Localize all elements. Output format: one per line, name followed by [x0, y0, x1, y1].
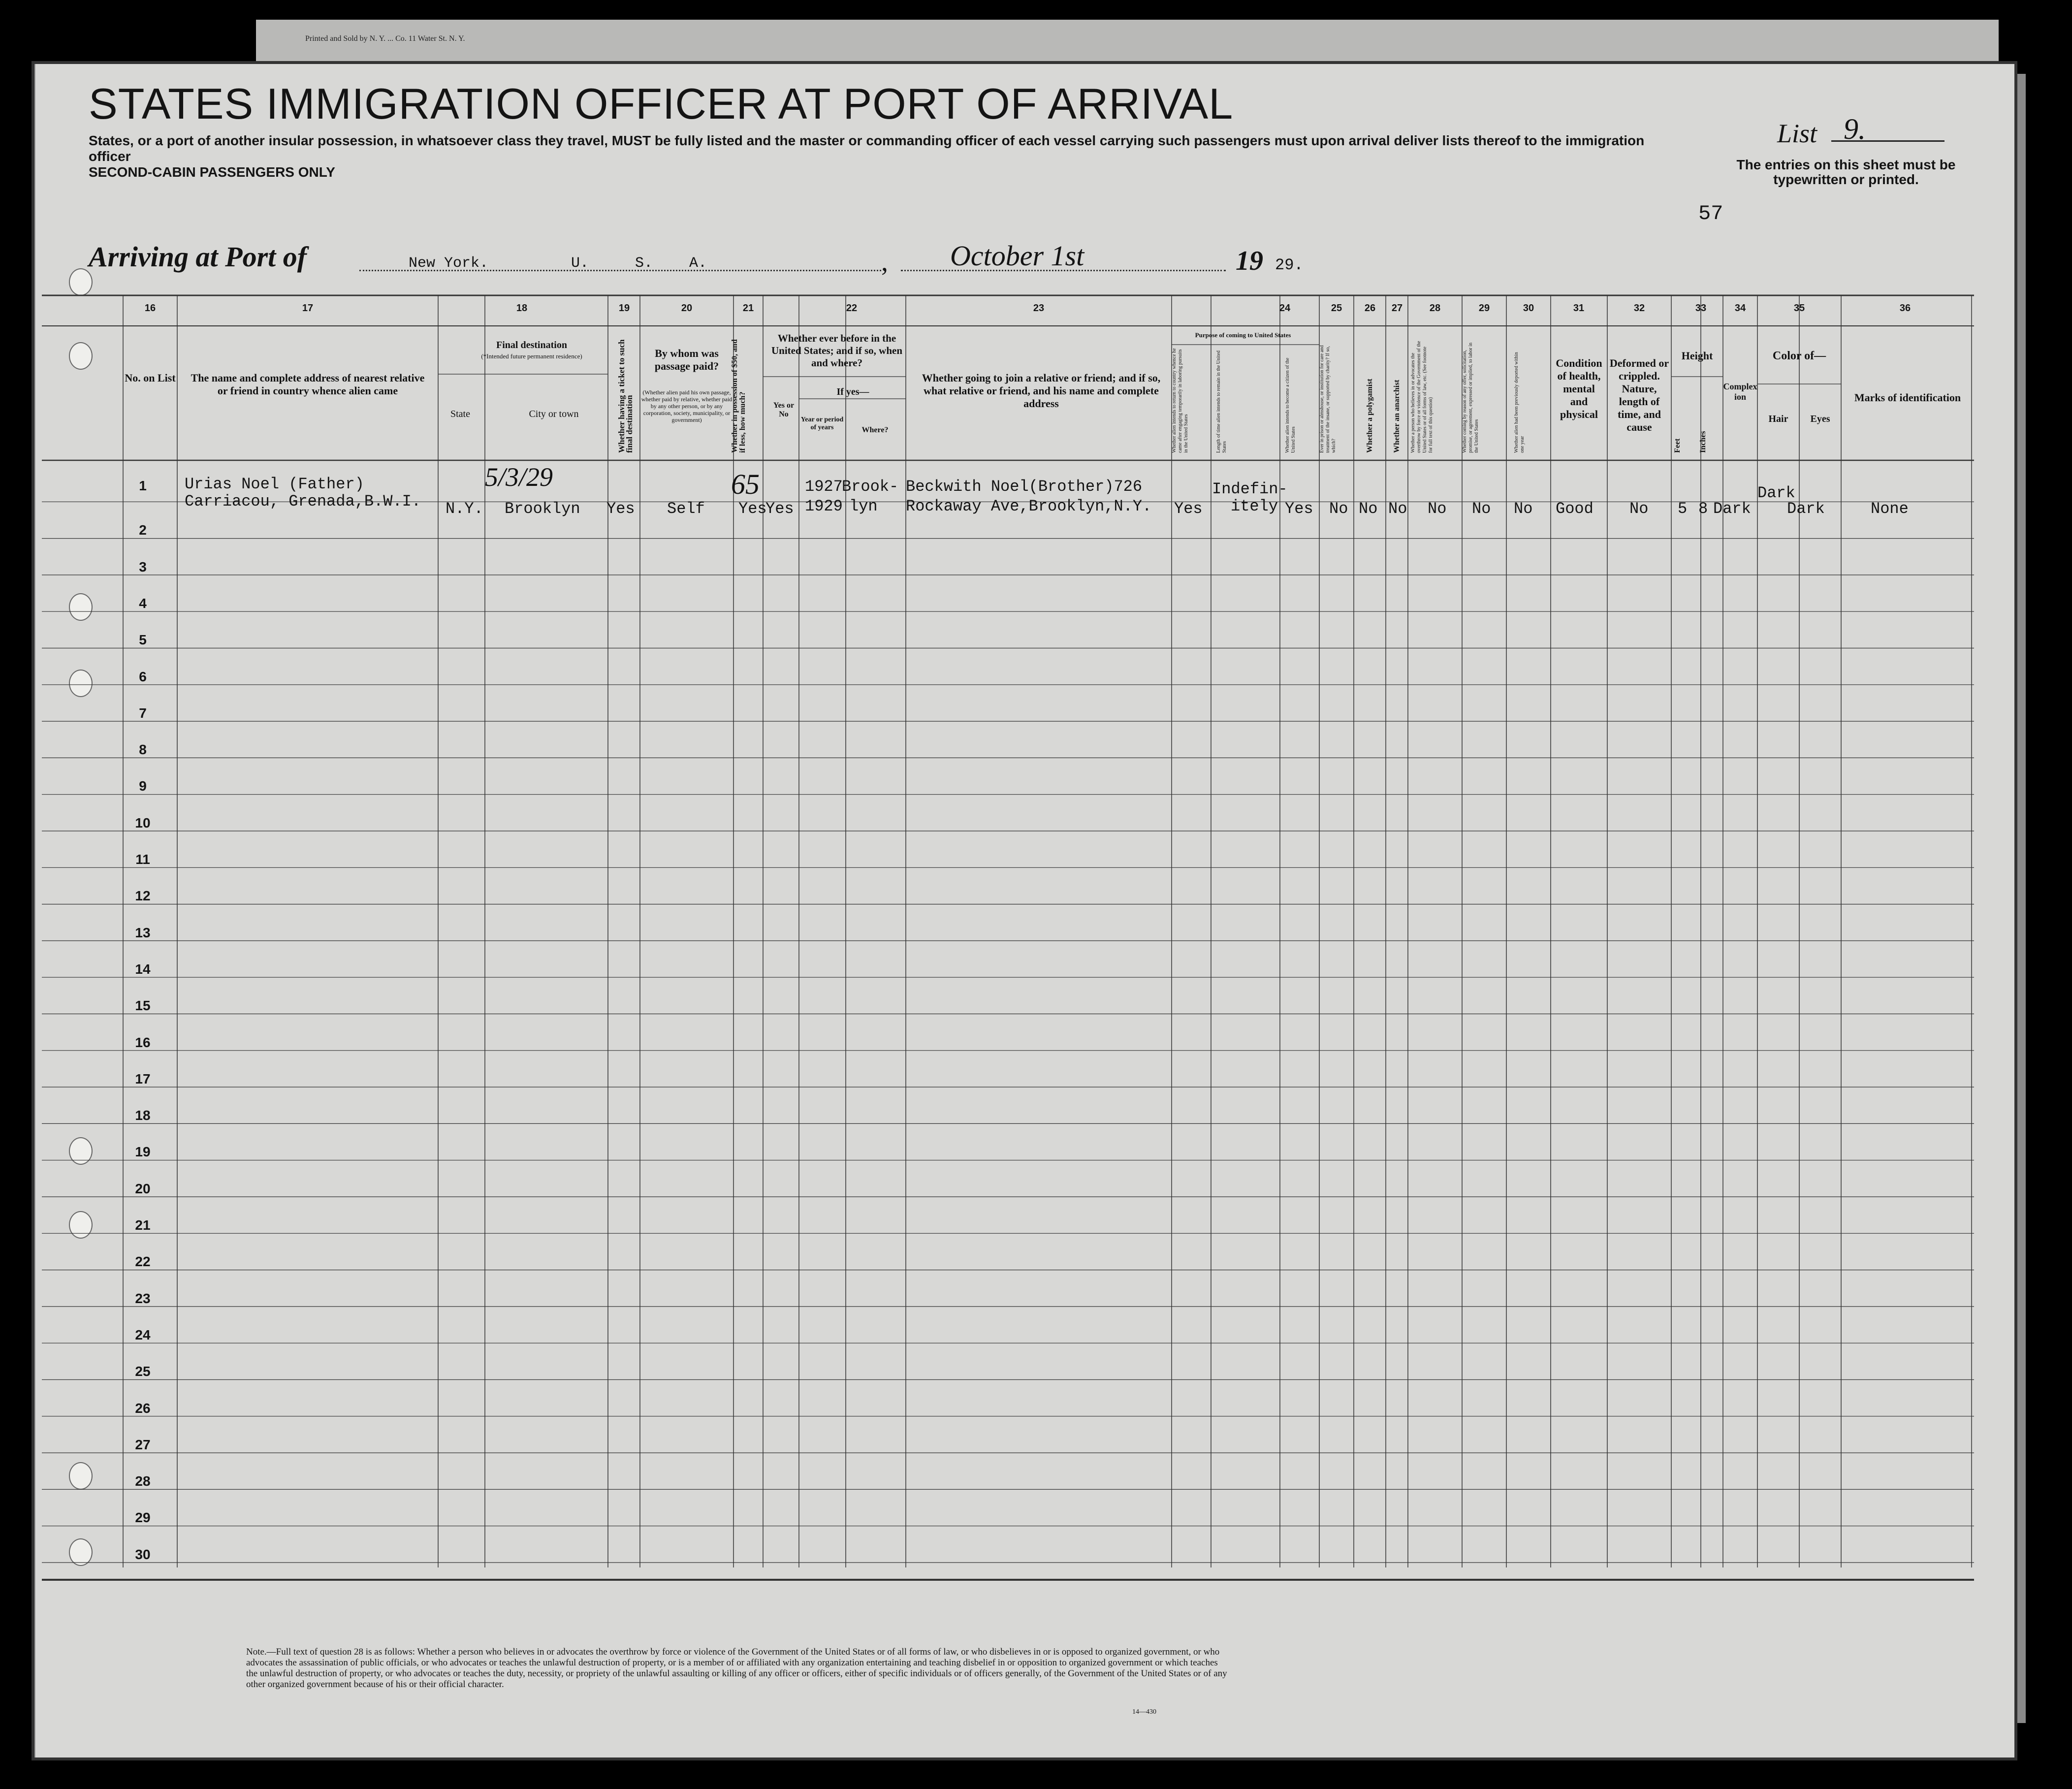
row-number: 29 [135, 1510, 151, 1526]
hdr-where: Where? [861, 426, 889, 434]
row-number: 25 [135, 1364, 151, 1379]
hdr-health: Condition of health, mental and physical [1556, 357, 1602, 420]
column-number: 26 [1364, 303, 1376, 314]
column-number: 20 [681, 303, 693, 314]
row-number: 16 [135, 1034, 151, 1050]
column-number: 33 [1695, 303, 1707, 314]
hdr-purpose: Purpose of coming to United States [1195, 331, 1291, 339]
column-number: 17 [302, 303, 314, 314]
entry-deported: No [1514, 500, 1533, 518]
row-number: 20 [135, 1181, 151, 1196]
page-number: 57 [1698, 202, 1723, 225]
column-number: 23 [1033, 303, 1045, 314]
row-number: 24 [135, 1327, 151, 1342]
hdr-before-us: Whether ever before in the United States; and if so, when and where? [771, 332, 903, 369]
hdr-year-period: Year or period of years [800, 416, 844, 431]
row-number: 3 [139, 559, 147, 575]
column-number: 18 [516, 303, 528, 314]
hdr-purpose-length: Length of time alien intends to remain in the United States [1216, 350, 1227, 453]
entry-purpose-citizen: Yes [1285, 500, 1313, 518]
entry-state: N.Y. [446, 500, 483, 518]
row-number: 9 [139, 778, 147, 794]
hdr-if-yes: If yes— [836, 386, 869, 397]
hdr-height: Height [1681, 350, 1713, 362]
form-number: 14—430 [1132, 1708, 1156, 1716]
hdr-yes-no: Yes or No [773, 401, 795, 418]
column-number: 19 [618, 303, 630, 314]
hdr-purpose-citizen: Whether alien intends to become a citizen of the United States [1285, 357, 1296, 453]
entry-prison: No [1329, 500, 1348, 518]
entry-passage: Self [667, 500, 705, 518]
entry-ticket: Yes [606, 500, 635, 518]
entry-join-line2: Rockaway Ave,Brooklyn,N.Y. [906, 497, 1152, 515]
row-number: 13 [135, 925, 151, 940]
row-number: 7 [139, 705, 147, 721]
entry-health: Good [1556, 500, 1594, 518]
row-number: 14 [135, 961, 151, 977]
column-number: 25 [1331, 303, 1342, 314]
column-number: 35 [1793, 303, 1805, 314]
entry-money: Yes [738, 500, 767, 518]
column-number: 16 [144, 303, 156, 314]
hdr-no-on-list: No. on List [125, 372, 176, 384]
port-u: U. [571, 255, 589, 272]
entry-where2: lyn [849, 497, 878, 515]
hdr-overthrow: Whether a person who believes in or advocates the overthrow by force or violence of the Government of the United States or of all forms of law, etc. (See footnote for full text of this question) [1410, 341, 1434, 453]
entry-purpose-length1: Indefin- [1212, 480, 1288, 498]
port-s: S. [635, 255, 653, 272]
arrival-date: October 1st [950, 240, 1084, 272]
entry-money-annotation: 65 [731, 468, 760, 500]
row-number: 1 [139, 478, 147, 493]
hdr-complexion: Complexion [1723, 382, 1757, 402]
column-number: 22 [846, 303, 858, 314]
row-number: 26 [135, 1400, 151, 1416]
hdr-feet: Feet [1673, 438, 1682, 453]
row-number: 2 [139, 522, 147, 538]
entry-labor: No [1472, 500, 1491, 518]
column-number: 34 [1734, 303, 1746, 314]
column-number: 21 [742, 303, 754, 314]
list-label: List [1777, 119, 1817, 148]
hdr-passage: By whom was passage paid? [654, 347, 719, 372]
hdr-ticket: Whether having a ticket to such final destination [617, 339, 634, 453]
column-number: 24 [1279, 303, 1291, 314]
hdr-hair: Hair [1768, 414, 1788, 424]
column-number: 27 [1391, 303, 1403, 314]
row-number: 22 [135, 1254, 151, 1270]
entry-hair: Dark [1757, 484, 1795, 502]
column-number: 28 [1429, 303, 1441, 314]
column-number: 32 [1633, 303, 1645, 314]
hdr-anarchist: Whether an anarchist [1393, 380, 1401, 453]
row-number: 8 [139, 742, 147, 758]
printer-line: Printed and Sold by N. Y. ... Co. 11 Water St. N. Y. [305, 34, 465, 43]
entry-complexion: Dark [1713, 500, 1751, 518]
entry-before-yes: Yes [765, 500, 794, 518]
entry-overthrow: No [1428, 500, 1447, 518]
arriving-label: Arriving at Port of [89, 241, 307, 273]
hdr-inches: Inches [1699, 431, 1707, 453]
row-number: 19 [135, 1144, 151, 1160]
column-number: 30 [1523, 303, 1534, 314]
entry-marks: None [1871, 500, 1909, 518]
hdr-prison: Ever in prison or almshouse, or institution for care and treatment of the insane, or supported by charity? If so, which? [1319, 345, 1337, 453]
entry-inches: 8 [1698, 500, 1708, 518]
entry-eyes: Dark [1787, 500, 1825, 518]
row-number: 18 [135, 1108, 151, 1123]
hdr-money: Whether in possession of $50, and if less, how much? [731, 339, 747, 453]
hdr-purpose-return: Whether alien intends to return to country whence he came after engaging temporarily in laboring pursuits in the United States [1172, 348, 1189, 453]
hdr-city: City or town [529, 409, 579, 419]
entry-purpose-return: Yes [1174, 500, 1203, 518]
hdr-eyes: Eyes [1810, 414, 1830, 424]
hdr-deported: Whether alien had been previously deported within one year [1514, 352, 1525, 453]
hdr-nearest-relative: The name and complete address of nearest relative or friend in country whence alien came [191, 372, 425, 397]
entry-feet: 5 [1678, 500, 1688, 518]
hdr-join-relative: Whether going to join a relative or friend; and if so, what relative or friend, and his name and complete address [922, 372, 1161, 410]
entry-purpose-length2: itely [1231, 497, 1278, 515]
row-number: 4 [139, 595, 147, 611]
year-prefix: 19 [1236, 246, 1263, 276]
column-number: 36 [1899, 303, 1911, 314]
hdr-deformed: Deformed or crippled. Nature, length of time, and cause [1609, 357, 1669, 433]
entries-note: The entries on this sheet must be typewritten or printed. [1736, 157, 1956, 187]
hdr-final-destination: Final destination [496, 340, 567, 351]
port-a: A. [689, 255, 707, 272]
hdr-passage-note: (Whether alien paid his own passage, whether paid by relative, whether paid by any other person, or by any corporation, society, municipality, or government) [641, 389, 733, 423]
entry-relative-line1: Urias Noel (Father) [185, 475, 364, 493]
hdr-state: State [450, 409, 470, 419]
hdr-labor: Whether coming by reason of any offer, solicitation, promise, or agreement, expressed or implied, to labor in the United States [1462, 342, 1479, 453]
row-number: 10 [135, 815, 151, 831]
entry-city: Brooklyn [505, 500, 580, 518]
year-suffix: 29. [1275, 256, 1304, 274]
column-number: 31 [1573, 303, 1585, 314]
entry-where1: Brook- [842, 478, 899, 496]
row-number: 11 [135, 852, 150, 867]
row-number: 17 [135, 1071, 151, 1086]
row-number: 23 [135, 1290, 151, 1306]
entry-join-line1: Beckwith Noel(Brother)726 [906, 478, 1143, 496]
column-number: 29 [1478, 303, 1490, 314]
row-number: 21 [135, 1217, 151, 1233]
entry-city-annotation: 5/3/29 [485, 462, 553, 492]
subtitle-line1: States, or a port of another insular possession, in whatsoever class they travel, MUST be fully listed and the master or commanding officer of each vessel carrying such passengers must upon arrival deliver lists thereof to the immigration officer [89, 133, 1645, 164]
form-title: STATES IMMIGRATION OFFICER AT PORT OF ARRIVAL [89, 79, 1234, 128]
entry-years2: 1929 [805, 497, 843, 515]
row-number: 5 [139, 632, 147, 648]
row-number: 6 [139, 669, 147, 684]
entry-deformed: No [1629, 500, 1649, 518]
row-number: 27 [135, 1437, 151, 1452]
row-number: 15 [135, 998, 151, 1014]
entry-polygamist: No [1359, 500, 1378, 518]
entry-anarchist: No [1388, 500, 1407, 518]
port-city: New York. [409, 255, 489, 272]
entry-relative-line2: Carriacou, Grenada,B.W.I. [185, 492, 421, 511]
list-number: 9. [1844, 113, 1866, 145]
subtitle-line2: SECOND-CABIN PASSENGERS ONLY [89, 164, 335, 180]
hdr-color-of: Color of— [1772, 350, 1826, 362]
row-number: 28 [135, 1473, 151, 1489]
hdr-marks: Marks of identification [1854, 391, 1961, 404]
entry-years1: 1927 [805, 478, 843, 496]
hdr-final-destination-note: (*Intended future permanent residence) [481, 352, 582, 360]
row-number: 30 [135, 1546, 151, 1562]
footnote: Note.—Full text of question 28 is as follows: Whether a person who believes in or advocates the overthrow by force or violence of the Government of the United States or of all forms of law, or who disbelieves in or is opposed to organized government, or who advocates the assassination of public officials, or who advocates or teaches the unlawful destruction of property, or is a member of or affiliated with any organization entertaining and teaching disbelief in or opposition to organized government or which teaches the unlawful destruction of property, or who advocates or teaches the duty, necessity, or propriety of the unlawful assaulting or killing of any officer or officers, either of specific individuals or of officers generally, of the Government of the United States or of any other organized government because of his or their official character. [246, 1647, 1227, 1690]
row-number: 12 [135, 888, 151, 904]
comma: , [881, 247, 888, 277]
hdr-polygamist: Whether a polygamist [1366, 379, 1374, 453]
